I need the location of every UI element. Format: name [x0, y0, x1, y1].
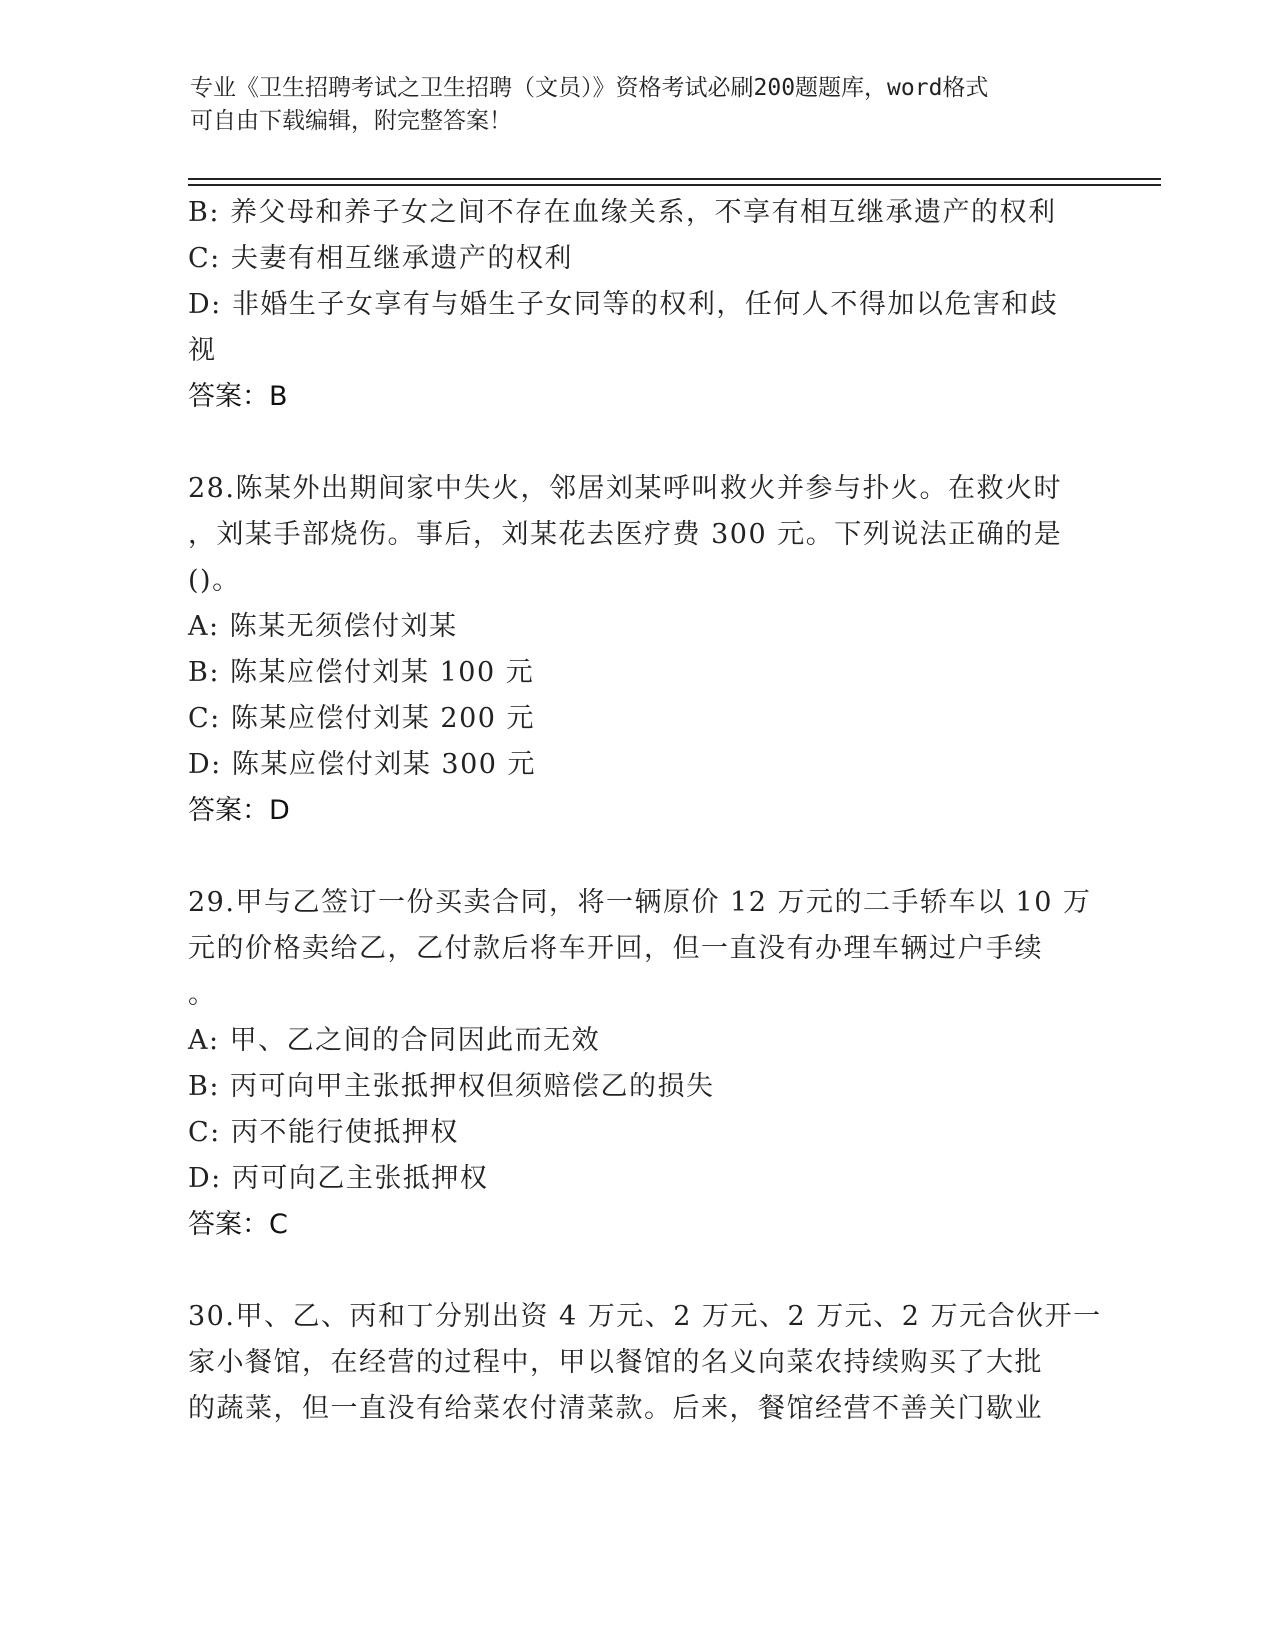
q28-option-b: B: 陈某应偿付刘某 100 元: [188, 657, 535, 688]
question-27: [188, 190, 1088, 420]
q27-answer: 答案：B: [188, 381, 288, 412]
header-divider-bottom: [188, 184, 1161, 186]
spacer: [188, 1248, 1088, 1294]
q28-stem-line-2: ，刘某手部烧伤。事后，刘某花去医疗费 300 元。下列说法正确的是: [188, 519, 1063, 550]
header-title-line-2: 可自由下载编辑，附完整答案！: [190, 108, 512, 134]
q29-option-d: D: 丙可向乙主张抵押权: [188, 1163, 489, 1194]
question-28: [188, 466, 1088, 834]
q27-option-d-line-2: 视: [188, 335, 217, 366]
q28-option-a: A: 陈某无须偿付刘某: [188, 611, 458, 642]
question-30: [188, 1294, 1102, 1432]
q29-answer: 答案：C: [188, 1209, 288, 1240]
q30-stem-line-1: 30.甲、乙、丙和丁分别出资 4 万元、2 万元、2 万元、2 万元合伙开一: [188, 1301, 1102, 1332]
header-title-line-1: 专业《卫生招聘考试之卫生招聘（文员）》资格考试必刷200题题库，word格式: [190, 75, 989, 101]
q28-answer: 答案：D: [188, 795, 290, 826]
q29-option-a: A: 甲、乙之间的合同因此而无效: [188, 1025, 601, 1056]
q27-option-c: C: 夫妻有相互继承遗产的权利: [188, 243, 573, 274]
q28-option-c: C: 陈某应偿付刘某 200 元: [188, 703, 536, 734]
q28-stem-line-3: ()。: [188, 565, 241, 596]
q29-stem-line-2: 元的价格卖给乙，乙付款后将车开回，但一直没有办理车辆过户手续: [188, 933, 1043, 964]
q29-option-b: B: 丙可向甲主张抵押权但须赔偿乙的损失: [188, 1071, 715, 1102]
document-header: [190, 72, 1070, 138]
q29-stem-line-3: 。: [188, 979, 217, 1010]
q29-stem-line-1: 29.甲与乙签订一份买卖合同，将一辆原价 12 万元的二手轿车以 10 万: [188, 887, 1092, 918]
q30-stem-line-3: 的蔬菜，但一直没有给菜农付清菜款。后来，餐馆经营不善关门歇业: [188, 1393, 1043, 1424]
question-29: [188, 880, 1092, 1248]
header-divider-top: [188, 178, 1161, 180]
question-content: [188, 190, 1102, 1432]
q30-stem-line-2: 家小餐馆，在经营的过程中，甲以餐馆的名义向菜农持续购买了大批: [188, 1347, 1043, 1378]
q27-option-d-line-1: D: 非婚生子女享有与婚生子女同等的权利，任何人不得加以危害和歧: [188, 289, 1059, 320]
q27-option-b: B: 养父母和养子女之间不存在血缘关系，不享有相互继承遗产的权利: [188, 197, 1057, 228]
q29-option-c: C: 丙不能行使抵押权: [188, 1117, 459, 1148]
spacer: [188, 420, 1088, 466]
q28-option-d: D: 陈某应偿付刘某 300 元: [188, 749, 537, 780]
spacer: [188, 834, 1088, 880]
q28-stem-line-1: 28.陈某外出期间家中失火，邻居刘某呼叫救火并参与扑火。在救火时: [188, 473, 1062, 504]
